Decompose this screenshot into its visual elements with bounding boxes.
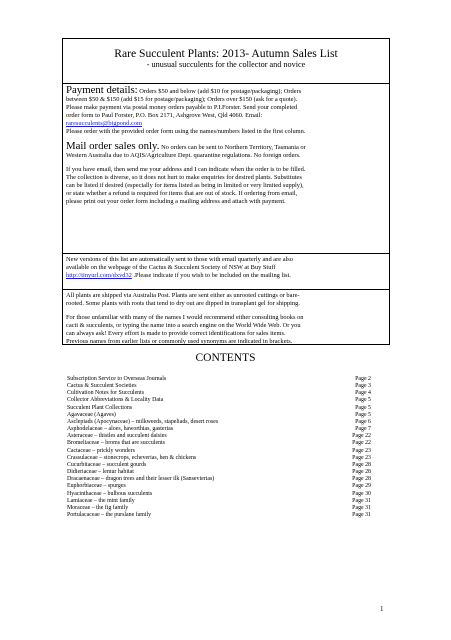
toc-page: Page 7 xyxy=(355,426,371,433)
toc-label: Dracaenaceae – dragon trees and their lesser ilk (Sansevierias) xyxy=(67,476,215,483)
email-line-2: The collection is diverse, so it does not hurt to make enquiries for desired plants. Substitutes xyxy=(66,174,302,181)
mail-order-line-1: No orders can be sent to Northern Territory, Tasmania or xyxy=(161,144,306,151)
newsletter-paragraph xyxy=(66,256,386,280)
shipping-line-1: All plants are shipped via Australia Post. Plants are sent either as unrooted cuttings or bare- xyxy=(66,292,300,299)
page-title: Rare Succulent Plants: 2013- Autumn Sales List xyxy=(114,47,338,60)
toc-row xyxy=(67,440,371,447)
shipping-line-6: Previous names from earlier lists or commonly used synonyms are indicated in brackets. xyxy=(66,338,293,345)
toc-row xyxy=(67,376,371,383)
toc-row xyxy=(67,512,371,519)
toc-row xyxy=(67,419,371,426)
payment-paragraph xyxy=(66,86,386,136)
email-line-4: or state whether a refund is required for items that are out of stock. If ordering from email, xyxy=(66,190,298,197)
email-paragraph xyxy=(66,166,386,206)
toc-row xyxy=(67,505,371,512)
newsletter-section xyxy=(63,254,389,290)
toc-row xyxy=(67,491,371,498)
toc-label: Cultivation Notes for Succulents xyxy=(67,390,145,397)
toc-label: Agavaceae (Agaves) xyxy=(67,411,116,418)
toc-page: Page 23 xyxy=(352,447,371,454)
contents-heading: CONTENTS xyxy=(195,352,256,364)
toc-label: Asclepiads (Apocynaceae) – milkweeds, stapeliads, desert roses xyxy=(67,418,219,425)
toc-label: Hyacinthaceae – bulbous succulents xyxy=(67,490,153,497)
toc-label: Cactus & Succulent Societies xyxy=(67,383,137,390)
toc-page: Page 3 xyxy=(355,383,371,390)
toc-label: Bromeliaceae – broms that are succulents xyxy=(67,440,165,447)
toc-label: Didieriaceae – lemur habitat xyxy=(67,469,134,476)
toc-row xyxy=(67,412,371,419)
toc-row xyxy=(67,426,371,433)
email-line-5: please print out your order form including a mailing address and attach with payment. xyxy=(66,198,286,205)
names-paragraph xyxy=(66,314,386,346)
toc-row xyxy=(67,483,371,490)
email-link[interactable]: raresucculents@bigpond.com xyxy=(66,120,142,127)
newsletter-link[interactable]: http://tinyurl.com/dxvd32 xyxy=(66,272,132,279)
toc-page: Page 5 xyxy=(355,404,371,411)
toc-page: Page 29 xyxy=(352,483,371,490)
toc-label: Crassulaceae – stonecrops, echeverias, hen & chickens xyxy=(67,454,197,461)
newsletter-line-1: New versions of this list are automatically sent to those with email quarterly and are also xyxy=(66,256,293,263)
toc-label: Lamiaceae – the mint family xyxy=(67,497,135,504)
toc-label: Collector Abbreviations & Locality Data xyxy=(67,397,164,404)
newsletter-line-2: available on the webpage of the Cactus & Succulent Society of NSW at Buy Stuff xyxy=(66,264,276,271)
toc-row xyxy=(67,433,371,440)
payment-section xyxy=(63,84,389,254)
shipping-line-2: rooted. Some plants with roots that tend to dry out are dipped in transplant gel for shipping. xyxy=(66,300,300,307)
toc-page: Page 31 xyxy=(352,497,371,504)
toc-label: Portulacaceae – the purslane family xyxy=(67,511,152,518)
toc-label: Succulent Plant Collections xyxy=(67,404,133,411)
toc-row xyxy=(67,405,371,412)
toc-row xyxy=(67,448,371,455)
table-of-contents xyxy=(67,376,371,519)
toc-page: Page 30 xyxy=(352,490,371,497)
email-line-3: can be listed if desired (especially for items listed as being in limited or very limited supply), xyxy=(66,182,304,189)
mail-order-heading: Mail order sales only. xyxy=(66,140,160,152)
payment-line-2: between $50 & $150 (add $15 for postage/packaging); Orders over $150 (ask for a quote). xyxy=(66,96,298,103)
shipping-paragraph xyxy=(66,292,386,308)
mail-order-line-2: Western Australia due to AQIS/Agriculture Dept. quarantine regulations. No foreign orders. xyxy=(66,152,301,159)
toc-row xyxy=(67,462,371,469)
payment-heading: Payment details: xyxy=(66,84,138,96)
toc-row xyxy=(67,397,371,404)
toc-page: Page 31 xyxy=(352,504,371,511)
toc-row xyxy=(67,390,371,397)
newsletter-line-3: .Please indicate if you wish to be included on the mailing list. xyxy=(131,272,291,279)
toc-row xyxy=(67,476,371,483)
toc-page: Page 6 xyxy=(355,418,371,425)
shipping-line-5: can always ask! Every effort is made to provide correct identifications for sales items. xyxy=(66,330,286,337)
payment-line-3: Please make payment via postal money orders payable to P.I.Forster. Send your completed xyxy=(66,104,298,111)
toc-page: Page 28 xyxy=(352,469,371,476)
toc-label: Cactaceae – prickly wonders xyxy=(67,447,135,454)
toc-page: Page 5 xyxy=(355,411,371,418)
toc-page: Page 28 xyxy=(352,461,371,468)
toc-page: Page 23 xyxy=(352,454,371,461)
toc-page: Page 4 xyxy=(355,390,371,397)
toc-row xyxy=(67,455,371,462)
info-box xyxy=(62,38,390,345)
shipping-section xyxy=(63,290,389,348)
email-line-1: If you have email, then send me your address and I can indicate when the order is to be filled. xyxy=(66,166,306,173)
toc-page: Page 22 xyxy=(352,440,371,447)
toc-page: Page 28 xyxy=(352,476,371,483)
payment-line-5: Please order with the provided order form using the names/numbers listed in the first column. xyxy=(66,128,306,135)
toc-label: Asteraceae – thistles and succulent daisies xyxy=(67,433,167,440)
shipping-line-4: cacti & succulents, or typing the name into a search engine on the World Wide Web. Or you xyxy=(66,322,301,329)
toc-label: Subscription Service to Overseas Journals xyxy=(67,376,167,382)
toc-label: Moraceae – the fig family xyxy=(67,504,129,511)
toc-label: Asphodelaceae – aloes, haworthias, gasterias xyxy=(67,426,173,433)
toc-page: Page 2 xyxy=(355,376,371,382)
title-section xyxy=(63,39,389,84)
page-subtitle: - unusual succulents for the collector and novice xyxy=(146,60,306,69)
payment-line-1: Orders $50 and below (add $10 for postage/packaging); Orders xyxy=(139,88,302,95)
payment-line-4: order form to Paul Forster, P.O. Box 2171, Ashgrove West, Qld 4060. Email: xyxy=(66,112,263,119)
mail-order-paragraph xyxy=(66,142,386,160)
toc-page: Page 5 xyxy=(355,397,371,404)
toc-label: Cucurbitaceae – succulent gourds xyxy=(67,461,147,468)
toc-label: Euphorbiaceae – spurges xyxy=(67,483,126,490)
toc-row xyxy=(67,498,371,505)
toc-page: Page 31 xyxy=(352,511,371,518)
shipping-line-3: For those unfamiliar with many of the names I would recommend either consulting books on xyxy=(66,314,304,321)
toc-page: Page 22 xyxy=(352,433,371,440)
page-number: 1 xyxy=(380,605,384,613)
